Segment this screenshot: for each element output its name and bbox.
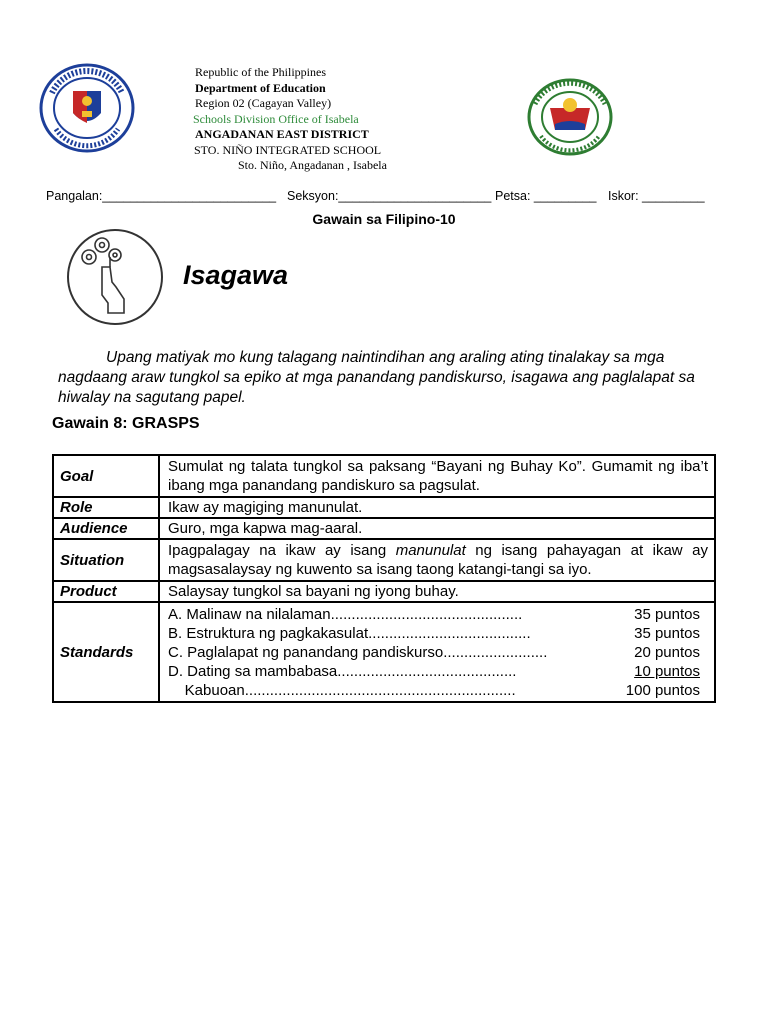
- hand-with-gears-icon: [66, 227, 164, 327]
- situation-text-after: ng isang pahayagan at ikaw ay magsasalaysay ng kuwento sa isang taong katangi-tangi sa iyo.: [168, 542, 708, 578]
- standard-text: C. Paglalapat ng panandang pandiskurso.........................: [168, 643, 548, 661]
- section-title: Isagawa: [183, 260, 289, 290]
- grasps-row-role: [53, 497, 715, 518]
- grasps-row-goal: [53, 455, 715, 497]
- standards-list: [159, 602, 715, 702]
- deped-seal-logo: [38, 63, 136, 153]
- header-department: Department of Education: [195, 80, 326, 95]
- standard-total: [168, 681, 708, 700]
- header-school: STO. NIÑO INTEGRATED SCHOOL: [194, 142, 382, 157]
- standard-text: B. Estruktura ng pagkakasulat.......................................: [168, 624, 531, 642]
- standard-text: D. Dating sa mambabasa...........................................: [168, 662, 517, 680]
- product-value: Salaysay tungkol sa bayani ng iyong buhay.: [159, 581, 715, 602]
- situation-text-italic: manunulat: [395, 542, 466, 559]
- standard-item: [168, 605, 708, 624]
- standard-points: 35 puntos: [634, 624, 700, 642]
- grasps-row-audience: [53, 518, 715, 539]
- product-key: Product: [53, 581, 159, 602]
- grasps-row-standards: [53, 602, 715, 702]
- gawain-label: Gawain 8: GRASPS: [52, 415, 200, 432]
- goal-key: Goal: [53, 455, 159, 497]
- grasps-row-situation: [53, 539, 715, 581]
- audience-key: Audience: [53, 518, 159, 539]
- seksyon-field[interactable]: Seksyon:______________________: [287, 189, 492, 203]
- petsa-field[interactable]: Petsa: _________: [495, 189, 597, 203]
- iskor-field[interactable]: Iskor: _________: [608, 189, 705, 203]
- standard-points: 35 puntos: [634, 605, 700, 623]
- standard-item: [168, 624, 708, 643]
- standard-points: 10 puntos: [634, 662, 700, 680]
- sheet-title: Gawain sa Filipino-10: [312, 211, 456, 227]
- intro-text: Upang matiyak mo kung talagang naintindihan ang araling ating tinalakay sa mga nagdaang araw tungkol sa epiko at mga panandang pandiskurso, isagawa ang paglalapat sa hiwalay na sagutang papel.: [58, 349, 695, 406]
- grasps-row-product: [53, 581, 715, 602]
- standard-item: [168, 662, 708, 681]
- role-key: Role: [53, 497, 159, 518]
- school-seal-logo: [527, 78, 613, 156]
- standard-points: 100 puntos: [625, 681, 700, 699]
- standard-item: [168, 643, 708, 662]
- school-header: [195, 65, 387, 174]
- intro-paragraph: [58, 348, 718, 408]
- situation-text-before: Ipagpalagay na ikaw ay isang: [168, 542, 396, 559]
- pangalan-field[interactable]: Pangalan:_________________________: [46, 189, 277, 203]
- goal-value: Sumulat ng talata tungkol sa paksang “Bayani ng Buhay Ko”. Gumamit ng iba’t ibang mga panandang pandiskuro sa pagsulat.: [159, 455, 715, 497]
- situation-value: [159, 539, 715, 581]
- header-district: ANGADANAN EAST DISTRICT: [195, 127, 369, 141]
- grasps-table: [52, 454, 716, 703]
- role-value: Ikaw ay magiging manunulat.: [159, 497, 715, 518]
- standard-text: Kabuoan.................................................................: [168, 681, 516, 699]
- standards-key: Standards: [53, 602, 159, 702]
- audience-value: Guro, mga kapwa mag-aaral.: [159, 518, 715, 539]
- situation-key: Situation: [53, 539, 159, 581]
- header-division: Schools Division Office of Isabela: [193, 111, 359, 126]
- standard-points: 20 puntos: [634, 643, 700, 661]
- header-republic: Republic of the Philippines: [195, 65, 326, 79]
- standard-text: A. Malinaw na nilalaman..............................................: [168, 605, 523, 623]
- header-region: Region 02 (Cagayan Valley): [195, 96, 332, 110]
- header-address: Sto. Niño, Angadanan , Isabela: [238, 158, 387, 172]
